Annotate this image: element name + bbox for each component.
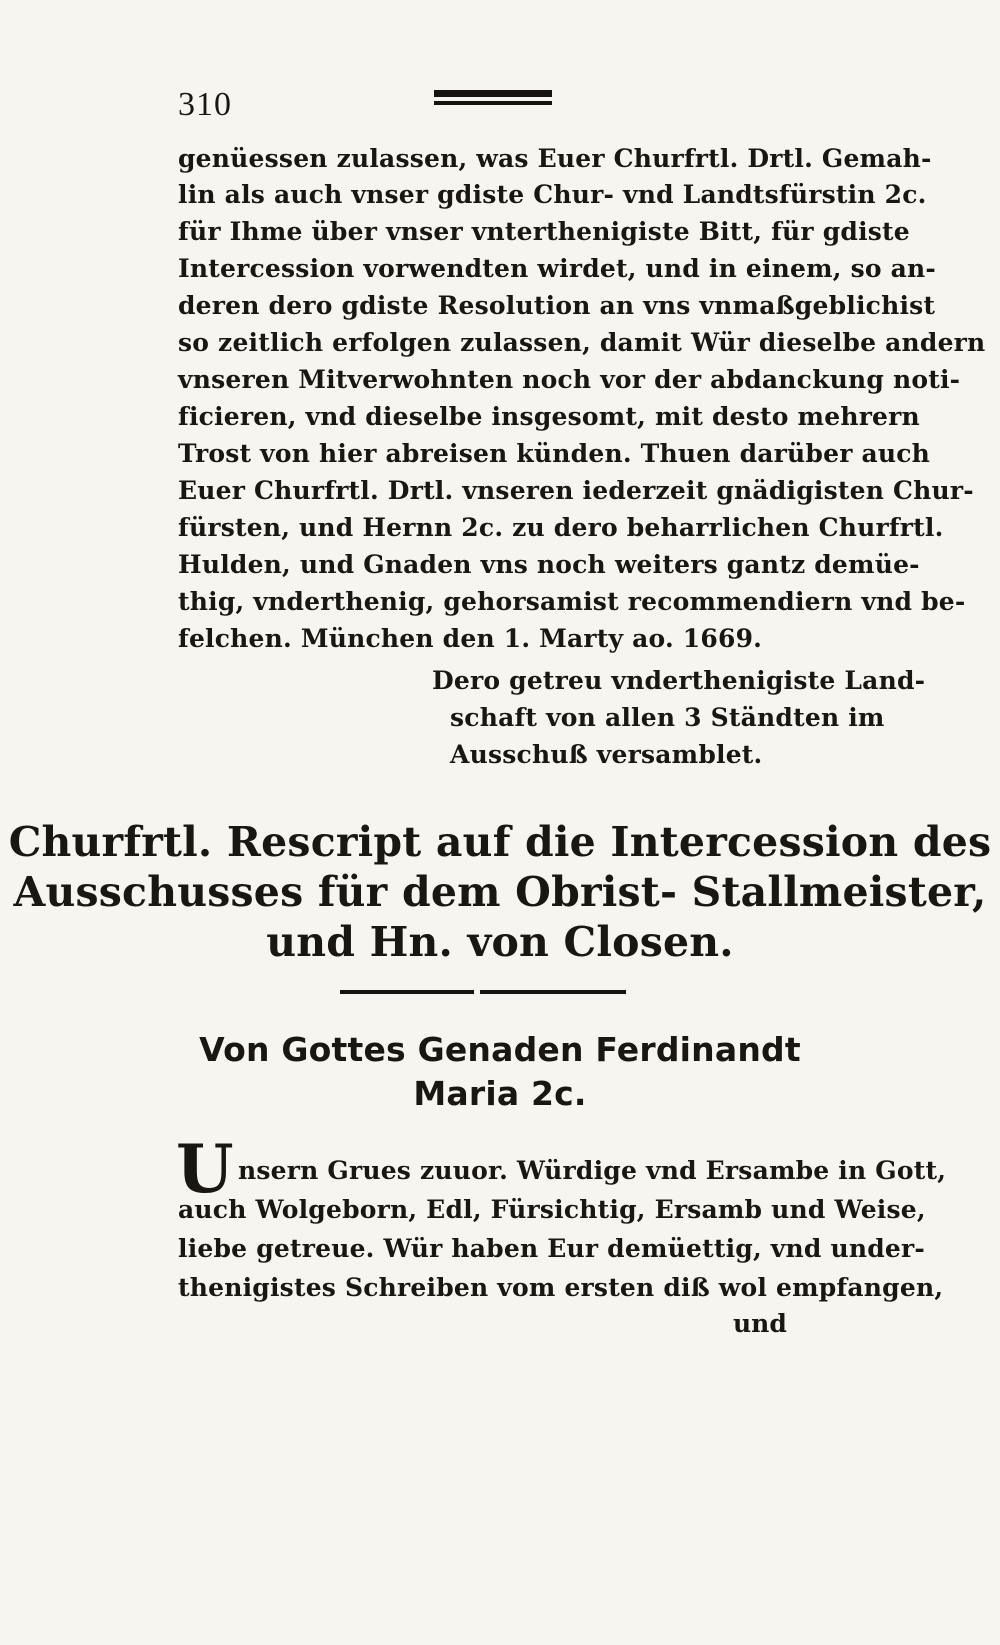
- signature-line: schaft von allen 3 Ständten im: [450, 703, 885, 732]
- body-line: lin als auch vnser gdiste Chur- vnd Landtsfürstin 2c.: [178, 180, 927, 209]
- letter-line: thenigistes Schreiben vom ersten diß wol empfangen,: [178, 1273, 944, 1302]
- decree-title-line: Von Gottes Genaden Ferdinandt: [199, 1030, 801, 1069]
- body-line: fürsten, und Hernn 2c. zu dero beharrlichen Churfrtl.: [178, 513, 944, 542]
- body-line: deren dero gdiste Resolution an vns vnmaßgeblichist: [178, 291, 936, 320]
- body-line: thig, vnderthenig, gehorsamist recommendiern vnd be-: [178, 587, 966, 616]
- section-divider: [340, 990, 626, 995]
- body-line-closing: felchen. München den 1. Marty ao. 1669.: [178, 624, 763, 653]
- decree-title-line: Maria 2c.: [413, 1074, 587, 1113]
- body-line: Hulden, und Gnaden vns noch weiters gantz demüe-: [178, 550, 920, 579]
- header-rule: [434, 90, 552, 108]
- signature-line: Dero getreu vnderthenigiste Land-: [432, 666, 926, 695]
- catchword: und: [733, 1309, 787, 1338]
- header-rule-bar-thin: [434, 101, 552, 105]
- letter-line: nsern Grues zuuor. Würdige vnd Ersambe in Gott,: [238, 1156, 947, 1185]
- body-line: Intercession vorwendten wirdet, und in einem, so an-: [178, 254, 937, 283]
- body-line: ficieren, vnd dieselbe insgesomt, mit desto mehrern: [178, 402, 920, 431]
- body-line: Trost von hier abreisen künden. Thuen darüber auch: [178, 439, 931, 468]
- body-line: genüessen zulassen, was Euer Churfrtl. Drtl. Gemah-: [178, 144, 932, 173]
- signature-line: Ausschuß versamblet.: [450, 740, 763, 769]
- section-heading-line: und Hn. von Closen.: [266, 918, 734, 966]
- body-line: für Ihme über vnser vnterthenigiste Bitt, für gdiste: [178, 217, 910, 246]
- page-number: 310: [178, 86, 232, 123]
- divider-segment: [340, 990, 474, 994]
- header-rule-bar-thick: [434, 90, 552, 97]
- drop-initial: U: [176, 1130, 234, 1208]
- body-line: vnseren Mitverwohnten noch vor der abdanckung noti-: [178, 365, 961, 394]
- body-line: Euer Churfrtl. Drtl. vnseren iederzeit gnädigisten Chur-: [178, 476, 974, 505]
- letter-line: liebe getreue. Wür haben Eur demüettig, vnd under-: [178, 1234, 925, 1263]
- letter-line: auch Wolgeborn, Edl, Fürsichtig, Ersamb und Weise,: [178, 1195, 926, 1224]
- divider-segment: [480, 990, 626, 994]
- section-heading-line: Ausschusses für dem Obrist- Stallmeister,: [13, 868, 987, 916]
- body-line: so zeitlich erfolgen zulassen, damit Wür dieselbe andern: [178, 328, 986, 357]
- section-heading-line: Churfrtl. Rescript auf die Intercession des: [8, 818, 992, 866]
